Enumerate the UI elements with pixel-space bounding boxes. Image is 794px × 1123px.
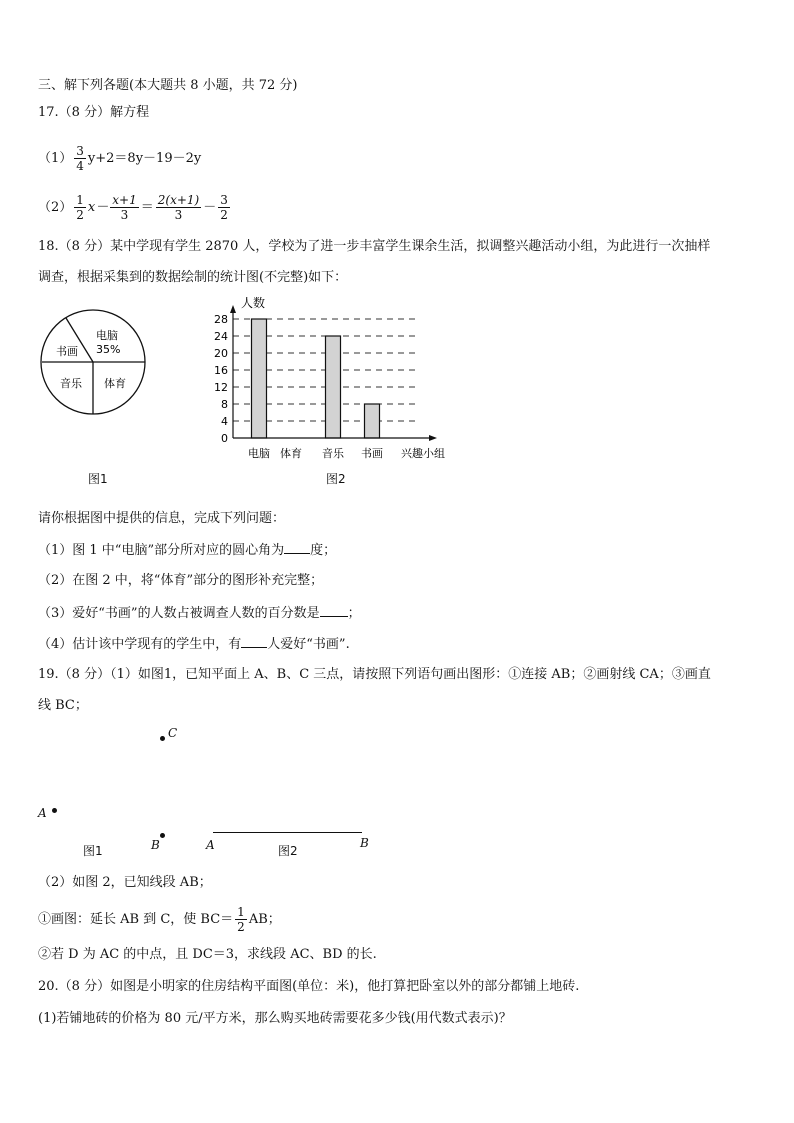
segment-a-label: A — [206, 838, 215, 852]
q19-fig1-caption: 图1 — [83, 844, 103, 858]
y-tick-label: 8 — [221, 398, 228, 411]
q17-part2: （2） $\frac{1}{2}$ x－ $\frac{x+1}{3}$ ＝ $\frac{2(x+1)}{3}$ － $\frac{3}{2}$ — [38, 193, 228, 222]
x-tick-label: 书画 — [361, 447, 383, 460]
x-axis-label: 兴趣小组 — [401, 447, 445, 460]
bar-chart — [205, 295, 470, 465]
y-tick-label: 20 — [214, 347, 228, 360]
q18-intro: 请你根据图中提供的信息，完成下列问题： — [38, 511, 286, 526]
x-tick-label: 体育 — [280, 447, 302, 460]
q18-sub3: （3）爱好“书画”的人数占被调查人数的百分数是 ； — [38, 606, 361, 621]
fig2-caption: 图2 — [326, 472, 346, 486]
point-c-dot — [160, 736, 165, 741]
fraction: $\frac{3}{2}$ — [220, 193, 228, 222]
y-axis-arrow — [230, 305, 236, 313]
q18-sub4: （4）估计该中学现有的学生中，有 人爱好“书画”. — [38, 637, 350, 652]
q18-sub1: （1）图 1 中“电脑”部分所对应的圆心角为 度； — [38, 543, 337, 558]
bar-0 — [252, 319, 267, 438]
q20-line1: 20.（8 分）如图是小明家的住房结构平面图(单位：米)，他打算把卧室以外的部分都铺上地砖. — [38, 979, 580, 994]
fraction: $\frac{2(x+1)}{3}$ — [157, 193, 200, 222]
section-title: 三、解下列各题(本大题共 8 小题，共 72 分) — [38, 78, 298, 93]
q18-sub2: （2）在图 2 中，将“体育”部分的图形补充完整； — [38, 573, 324, 588]
y-tick-label: 28 — [214, 313, 228, 326]
x-tick-label: 电脑 — [248, 447, 270, 460]
point-a-label: A — [38, 806, 47, 820]
pie-label-computer: 电脑 — [96, 329, 118, 342]
y-tick-label: 24 — [214, 330, 228, 343]
answer-blank[interactable] — [320, 604, 348, 617]
segment-ab — [213, 832, 362, 833]
answer-blank[interactable] — [284, 541, 310, 554]
q19-line1: 19.（8 分）（1）如图1，已知平面上 A、B、C 三点，请按照下列语句画出图形：①连接 AB；②画射线 CA；③画直 — [38, 667, 711, 682]
fraction: $\frac{1}{2}$ — [76, 193, 84, 222]
answer-blank[interactable] — [241, 635, 267, 648]
y-tick-label: 4 — [221, 415, 228, 428]
q18-line2: 调查，根据采集到的数据绘制的统计图(不完整)如下： — [38, 270, 348, 285]
pie-chart — [38, 305, 158, 425]
y-tick-label: 0 — [221, 432, 228, 445]
q19-fig2-caption: 图2 — [278, 844, 298, 858]
bar-3 — [365, 404, 380, 438]
pie-label-music: 音乐 — [60, 377, 82, 390]
pie-label-computer-pct: 35% — [96, 343, 121, 356]
q19-step2: ②若 D 为 AC 的中点，且 DC＝3，求线段 AC、BD 的长. — [38, 947, 377, 962]
pie-label-calligraphy: 书画 — [56, 345, 78, 358]
q18-line1: 18.（8 分）某中学现有学生 2870 人，学校为了进一步丰富学生课余生活，拟调整兴趣活动小组，为此进行一次抽样 — [38, 239, 711, 254]
y-axis-label: 人数 — [241, 296, 266, 310]
point-a-dot — [52, 808, 57, 813]
point-b-dot — [160, 833, 165, 838]
y-tick-label: 16 — [214, 364, 228, 377]
x-axis-arrow — [429, 435, 437, 441]
fig1-caption: 图1 — [88, 472, 108, 486]
x-tick-label: 音乐 — [322, 447, 344, 460]
q19-part2: （2）如图 2，已知线段 AB； — [38, 875, 212, 890]
point-c-label: C — [168, 726, 178, 740]
bar-2 — [326, 336, 341, 438]
q20-line2: (1)若铺地砖的价格为 80 元/平方米，那么购买地砖需要花多少钱(用代数式表示)？ — [38, 1011, 512, 1026]
q17-part1: （1） $\frac{3}{4}$ y+2＝8y－19－2y — [38, 144, 202, 173]
q19-step1: ①画图：延长 AB 到 C，使 BC＝ $\frac{1}{2}$ AB； — [38, 905, 281, 934]
q19-line2: 线 BC； — [38, 698, 88, 713]
fraction: $\frac{x+1}{3}$ — [112, 193, 137, 222]
point-b-label: B — [151, 838, 160, 852]
y-tick-label: 12 — [214, 381, 228, 394]
segment-b-label: B — [360, 836, 369, 850]
q17-header: 17.（8 分）解方程 — [38, 105, 150, 120]
fraction: $\frac{1}{2}$ — [237, 905, 245, 934]
fraction: $\frac{3}{4}$ — [76, 144, 84, 173]
pie-label-sports: 体育 — [104, 377, 126, 390]
